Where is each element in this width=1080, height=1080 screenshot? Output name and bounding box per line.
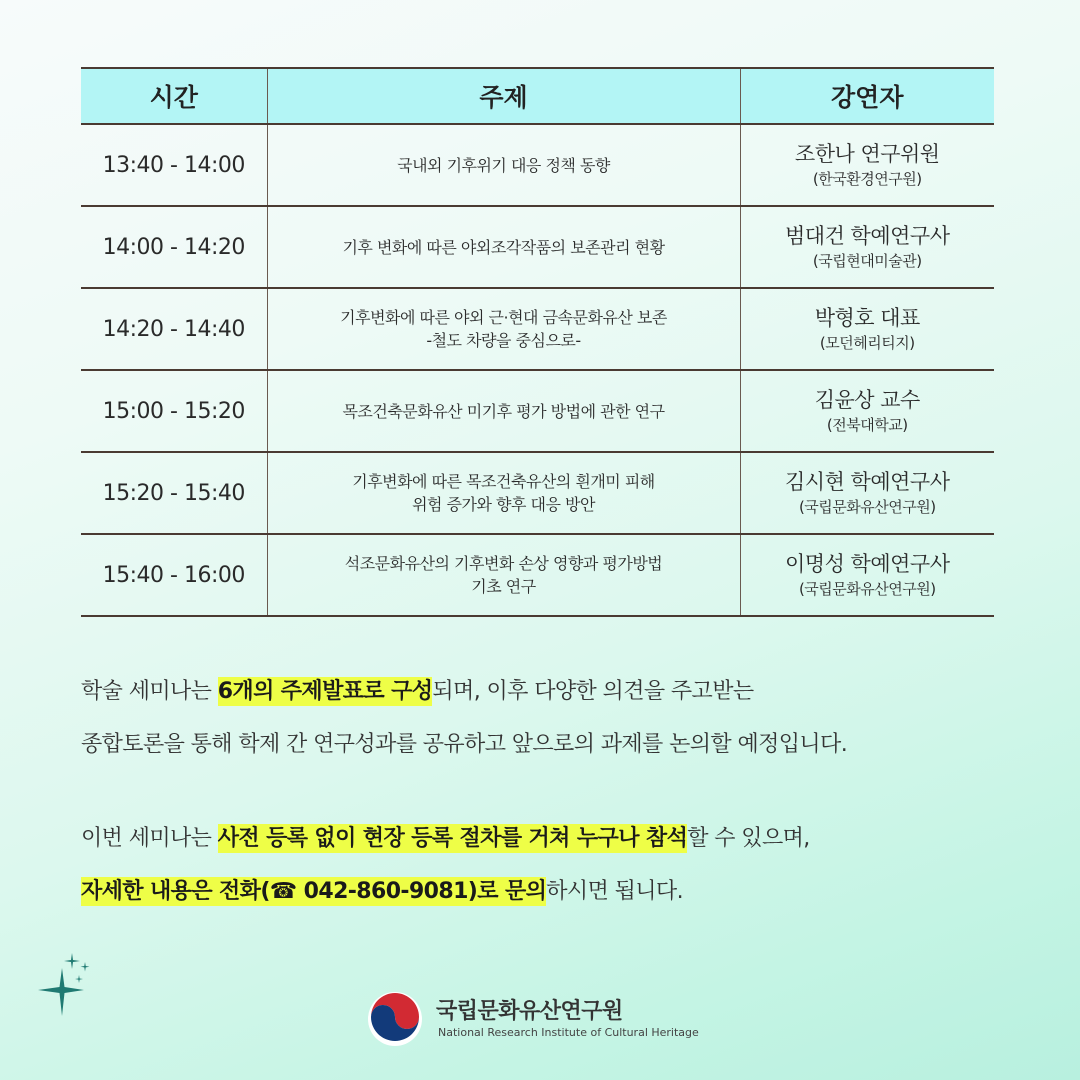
- table-row: [81, 124, 994, 206]
- session-time: 15:20 - 15:40: [81, 452, 267, 534]
- speaker-org: (전북대학교): [826, 416, 908, 434]
- highlighted-text: 6개의 주제발표로 구성: [217, 679, 433, 704]
- paragraph-line: [81, 665, 1031, 718]
- session-topic: [267, 288, 740, 370]
- speaker-name: 김윤상 교수: [814, 388, 920, 412]
- topic-line: -철도 차량을 중심으로-: [426, 331, 581, 350]
- sparkle-icon: [30, 950, 102, 1022]
- table-header-row: [81, 68, 994, 124]
- paragraph-text: 되며, 이후 다양한 의견을 주고받는: [432, 679, 754, 704]
- paragraph-text: 하시면 됩니다.: [546, 879, 683, 904]
- seminar-structure-paragraph: [81, 665, 1031, 771]
- table-row: [81, 288, 994, 370]
- session-time: 15:40 - 16:00: [81, 534, 267, 616]
- speaker-org: (국립문화유산연구원): [798, 498, 936, 516]
- speaker-org: (모던헤리티지): [819, 334, 915, 352]
- session-topic: [267, 452, 740, 534]
- table-row: [81, 452, 994, 534]
- topic-line: 석조문화유산의 기후변화 손상 영향과 평가방법: [344, 554, 663, 573]
- session-speaker: [740, 124, 994, 206]
- institute-name-english: National Research Institute of Cultural Heritage: [438, 1026, 699, 1039]
- topic-line: 기후 변화에 따른 야외조각작품의 보존관리 현황: [342, 237, 665, 257]
- speaker-name: 조한나 연구위원: [794, 142, 940, 166]
- session-time: 15:00 - 15:20: [81, 370, 267, 452]
- institute-logo: [366, 990, 746, 1050]
- table-row: [81, 534, 994, 616]
- speaker-name: 김시현 학예연구사: [785, 470, 950, 494]
- session-speaker: [740, 288, 994, 370]
- session-time: 14:20 - 14:40: [81, 288, 267, 370]
- session-time: 13:40 - 14:00: [81, 124, 267, 206]
- paragraph-line: [81, 865, 1031, 918]
- header-time: 시간: [81, 68, 267, 124]
- session-time: 14:00 - 14:20: [81, 206, 267, 288]
- session-topic: [267, 370, 740, 452]
- table-row: [81, 370, 994, 452]
- speaker-org: (한국환경연구원): [812, 170, 922, 188]
- topic-line: 기후변화에 따른 목조건축유산의 흰개미 피해: [352, 472, 655, 491]
- table-row: [81, 206, 994, 288]
- speaker-name: 이명성 학예연구사: [785, 552, 950, 576]
- schedule-table: [81, 67, 994, 617]
- speaker-org: (국립문화유산연구원): [798, 580, 936, 598]
- topic-line: 기초 연구: [471, 577, 536, 596]
- topic-line: 위험 증가와 향후 대응 방안: [412, 495, 595, 514]
- session-speaker: [740, 452, 994, 534]
- header-topic: 주제: [267, 68, 740, 124]
- paragraph-line: 종합토론을 통해 학제 간 연구성과를 공유하고 앞으로의 과제를 논의할 예정입니다.: [81, 732, 848, 757]
- paragraph-text: 학술 세미나는: [81, 679, 218, 704]
- paragraph-line: [81, 812, 1031, 865]
- contact-highlight: 자세한 내용은 전화(☎ 042-860-9081)로 문의: [81, 879, 547, 904]
- speaker-name: 박형호 대표: [814, 306, 920, 330]
- session-speaker: [740, 534, 994, 616]
- taegeuk-emblem-icon: [366, 990, 424, 1048]
- registration-paragraph: [81, 812, 1031, 918]
- highlighted-text: 사전 등록 없이 현장 등록 절차를 거쳐 누구나 참석: [217, 826, 688, 851]
- session-speaker: [740, 206, 994, 288]
- session-topic: [267, 124, 740, 206]
- session-topic: [267, 206, 740, 288]
- session-topic: [267, 534, 740, 616]
- topic-line: 목조건축문화유산 미기후 평가 방법에 관한 연구: [342, 401, 665, 421]
- speaker-org: (국립현대미술관): [812, 252, 922, 270]
- paragraph-text: 할 수 있으며,: [687, 826, 810, 851]
- topic-line: 기후변화에 따른 야외 근·현대 금속문화유산 보존: [340, 308, 667, 327]
- speaker-name: 범대건 학예연구사: [785, 224, 950, 248]
- topic-line: 국내외 기후위기 대응 정책 동향: [397, 155, 610, 175]
- paragraph-text: 이번 세미나는: [81, 826, 218, 851]
- institute-name-korean: 국립문화유산연구원: [436, 999, 623, 1024]
- header-speaker: 강연자: [740, 68, 994, 124]
- session-speaker: [740, 370, 994, 452]
